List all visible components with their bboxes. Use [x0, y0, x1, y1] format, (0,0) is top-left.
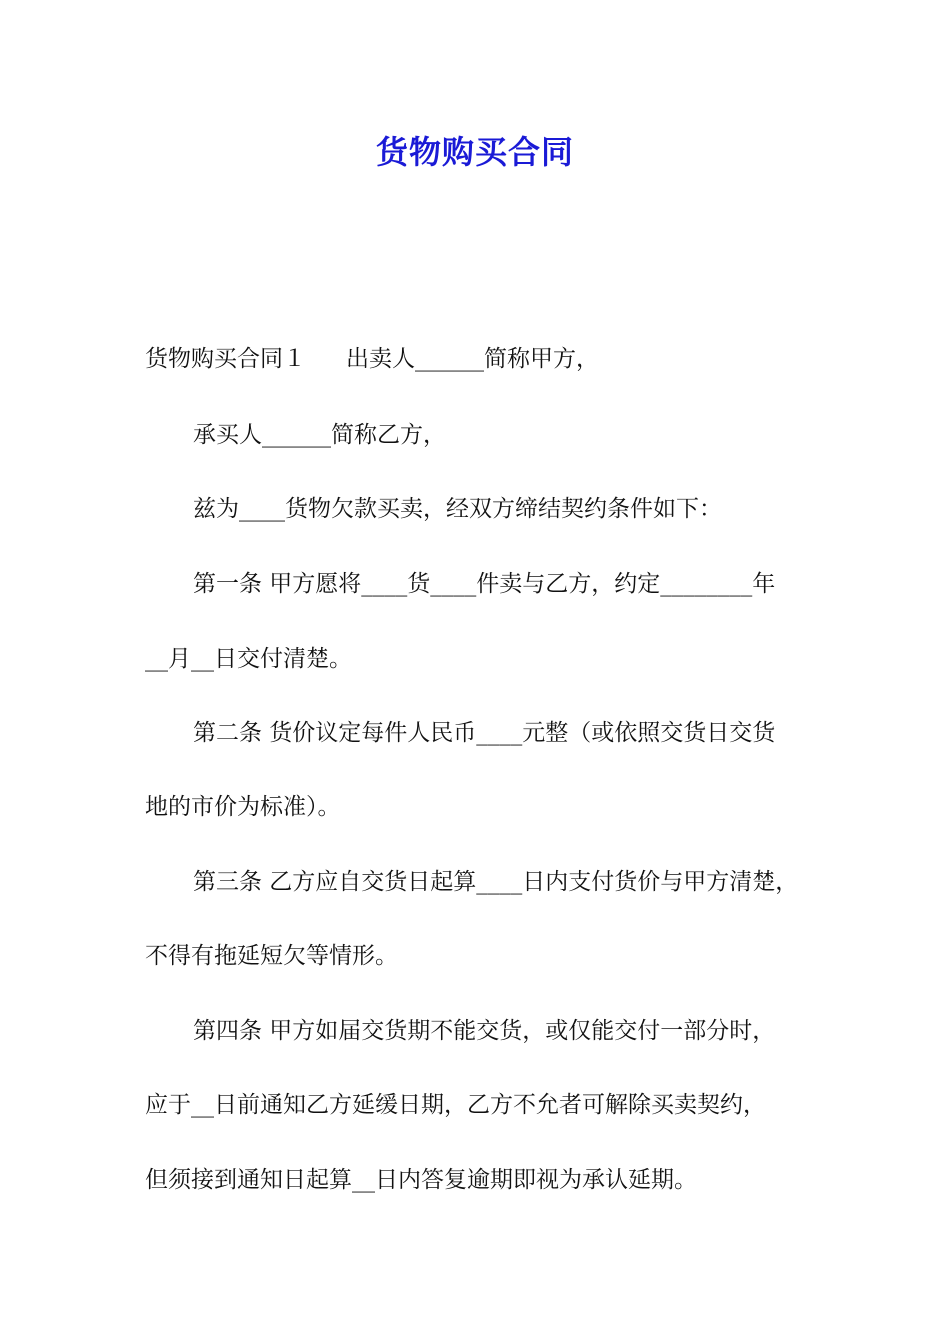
contract-heading: 货物购买合同１ — [145, 346, 306, 372]
article-2-line-1: 第二条 货价议定每件人民币____元整（或依照交货日交货 — [193, 720, 776, 746]
article-3-line-2: 不得有拖延短欠等情形。 — [145, 943, 398, 969]
buyer-clause: 承买人______简称乙方， — [193, 422, 446, 448]
article-1-line-1: 第一条 甲方愿将____货____件卖与乙方，约定________年 — [193, 571, 776, 597]
article-3-line-1: 第三条 乙方应自交货日起算____日内支付货价与甲方清楚， — [193, 869, 799, 895]
document-title: 货物购买合同 — [375, 133, 574, 171]
seller-clause: 出卖人______简称甲方， — [346, 346, 599, 372]
paragraph-line-1 — [145, 343, 825, 375]
article-4-line-2: 应于__日前通知乙方延缓日期，乙方不允者可解除买卖契约， — [145, 1092, 766, 1118]
article-4-line-1: 第四条 甲方如届交货期不能交货，或仅能交付一部分时， — [193, 1018, 776, 1044]
intro-clause: 兹为____货物欠款买卖，经双方缔结契约条件如下： — [193, 496, 722, 522]
article-1-line-2: __月__日交付清楚。 — [145, 646, 352, 672]
article-2-line-2: 地的市价为标准）。 — [145, 794, 341, 820]
article-4-line-3: 但须接到通知日起算__日内答复逾期即视为承认延期。 — [145, 1167, 697, 1193]
